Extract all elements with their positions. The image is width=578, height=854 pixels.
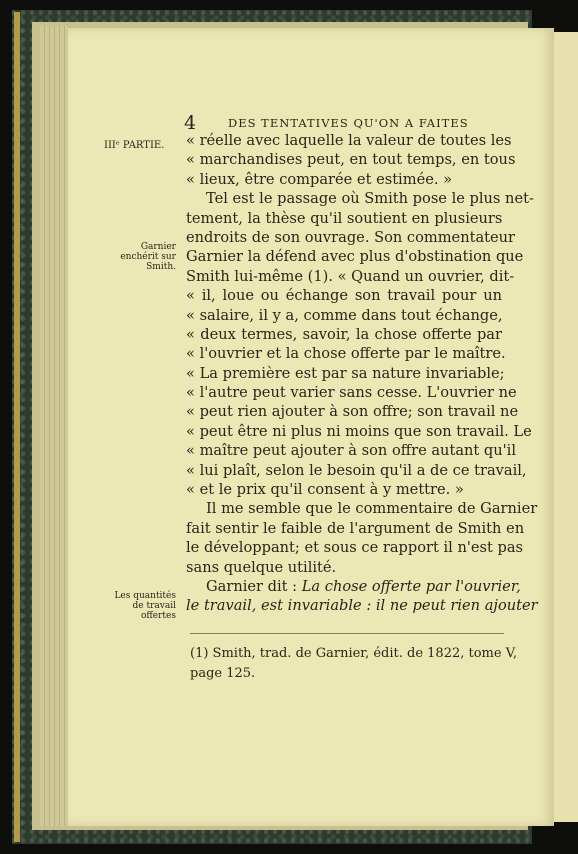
italic-span: La chose offerte par l'ouvrier, xyxy=(301,577,521,595)
footnote-rule xyxy=(190,633,504,634)
footnote xyxy=(190,644,517,684)
text-line: « l'autre peut varier sans cesse. L'ouvrier ne xyxy=(186,384,517,402)
text-line: endroits de son ouvrage. Son commentateur xyxy=(186,228,516,246)
page-edges xyxy=(40,26,70,826)
text-line: sans quelque utilité. xyxy=(186,558,337,576)
text-line: Smith lui-même (1). « Quand un ouvrier, dit- xyxy=(186,267,515,285)
sidenote-garnier xyxy=(108,242,176,272)
text-line xyxy=(186,577,521,596)
part-label: IIIᵉ PARTIE. xyxy=(104,140,165,151)
text-span: Garnier dit : xyxy=(206,577,302,595)
sidenote-line: enchérit sur xyxy=(120,252,176,262)
running-title: DES TENTATIVES QU'ON A FAITES xyxy=(228,116,469,130)
text-line: Garnier la défend avec plus d'obstination que xyxy=(186,248,524,266)
footnote-line: (1) Smith, trad. de Garnier, édit. de 1822, tome V, xyxy=(190,646,517,661)
text-line: « deux termes, savoir, la chose offerte par xyxy=(186,325,502,343)
text-line: « l'ouvrier et la chose offerte par le maître. xyxy=(186,345,506,363)
text-line: « La première est par sa nature invariable; xyxy=(186,364,505,382)
text-line: « et le prix qu'il consent à y mettre. » xyxy=(186,481,464,499)
text-line: « réelle avec laquelle la valeur de toutes les xyxy=(186,132,512,149)
text-line: fait sentir le faible de l'argument de Smith en xyxy=(186,519,525,537)
text-line: « salaire, il y a, comme dans tout échange, xyxy=(186,306,503,324)
sidenote-line: Les quantités xyxy=(114,591,176,601)
text-line: le travail, est invariable : il ne peut rien ajouter xyxy=(186,597,538,615)
text-line: « maître peut ajouter à son offre autant qu'il xyxy=(186,442,517,460)
sidenote-line: Smith. xyxy=(146,262,176,272)
sidenote-line: Garnier xyxy=(140,242,176,252)
text-line: « il, loue ou échange son travail pour un xyxy=(186,287,502,305)
text-line: « lui plaît, selon le besoin qu'il a de ce travail, xyxy=(186,461,527,479)
text-line: « marchandises peut, en tout temps, en tous xyxy=(186,151,516,169)
text-line: « lieux, être comparée et estimée. » xyxy=(186,170,453,188)
text-line: Il me semble que le commentaire de Garnier xyxy=(206,500,538,518)
footnote-line: page 125. xyxy=(190,666,256,681)
text-line: le développant; et sous ce rapport il n'est pas xyxy=(186,539,524,557)
sidenote-quantites xyxy=(106,591,176,621)
text-line: « peut être ni plus ni moins que son travail. Le xyxy=(186,422,532,440)
page-number: 4 xyxy=(184,112,197,134)
sidenote-line: de travail xyxy=(132,601,176,611)
text-line: Tel est le passage où Smith pose le plus net- xyxy=(206,190,534,208)
text-line: « peut rien ajouter à son offre; son travail ne xyxy=(186,403,519,421)
sidenote-line: offertes xyxy=(140,611,176,621)
text-line: tement, la thèse qu'il soutient en plusieurs xyxy=(186,209,503,227)
facing-page-edge xyxy=(552,32,578,822)
main-text xyxy=(186,131,538,616)
cover-edge-trim xyxy=(14,12,20,842)
